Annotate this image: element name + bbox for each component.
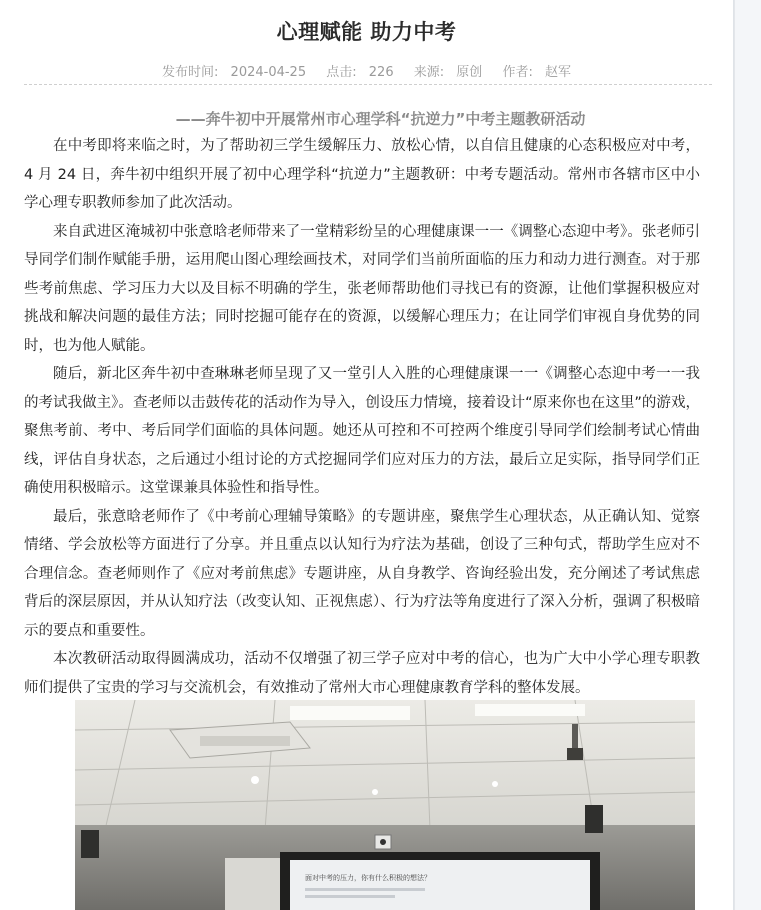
paragraph: 来自武进区淹城初中张意晗老师带来了一堂精彩纷呈的心理健康课一一《调整心态迎中考》。张老师引导同学们制作赋能手册，运用爬山图心理绘画技术，对同学们当前所面临的压力和动力进行测查。对于那些考前焦虑、学习压力大以及目标不明确的学生，张老师帮助他们寻找已有的资源，让他们掌握积极应对挑战和解决问题的最佳方法；同时挖掘可能存在的资源，以缓解心理压力；在让同学们审视自身优势的同时，也为他人赋能。 xyxy=(24,223,700,354)
paragraph: 在中考即将来临之时，为了帮助初三学生缓解压力、放松心情，以自信且健康的心态积极应对中考，4 月 24 日，奔牛初中组织开展了初中心理学科“抗逆力”主题教研：中考专题活动。常州市各辖市区中小学心理专职教师参加了此次活动。 xyxy=(24,138,700,211)
title-divider xyxy=(24,84,712,85)
article-title: 心理赋能 助力中考 xyxy=(276,20,457,44)
source-info: 来源: 原创 xyxy=(413,65,483,80)
paragraph: 随后，新北区奔牛初中查琳琳老师呈现了又一堂引人入胜的心理健康课一一《调整心态迎中考一一我的考试我做主》。查老师以击鼓传花的活动作为导入，创设压力情境，接着设计“原来你也在这里”的游戏，聚焦考前、考中、考后同学们面临的具体问题。她还从可控和不可控两个维度引导同学们绘制考试心情曲线，评估自身状态，之后通过小组讨论的方式挖掘同学们应对压力的方法，最后立足实际，指导同学们正确使用积极暗示。这堂课兼具体验性和指导性。 xyxy=(24,366,700,496)
article-subtitle: ——奔牛初中开展常州市心理学科“抗逆力”中考主题教研活动 xyxy=(175,110,586,128)
paragraph: 本次教研活动取得圆满成功，活动不仅增强了初三学子应对中考的信心，也为广大中小学心理专职教师们提供了宝贵的学习与交流机会，有效推动了常州大市心理健康教育学科的整体发展。 xyxy=(24,651,700,696)
slide-text: 面对中考的压力，你有什么积极的想法？ xyxy=(305,874,431,882)
article-meta xyxy=(0,61,733,80)
author-info: 作者: 赵军 xyxy=(502,65,571,80)
publish-info: 发布时间: 2024-04-25 xyxy=(162,65,307,80)
publish-date: 2024-04-25 xyxy=(230,65,307,80)
paragraph: 最后，张意晗老师作了《中考前心理辅导策略》的专题讲座，聚焦学生心理状态，从正确认知、觉察情绪、学会放松等方面进行了分享。并且重点以认知行为疗法为基础，创设了三种句式，帮助学生应对不合理信念。查老师则作了《应对考前焦虑》专题讲座，从自身教学、咨询经验出发，充分阐述了考试焦虑背后的深层原因，并从认知疗法（改变认知、正视焦虑）、行为疗法等角度进行了深入分析，强调了积极暗示的要点和重要性。 xyxy=(24,508,700,639)
classroom-photo xyxy=(75,700,695,910)
scrollbar-gutter[interactable] xyxy=(734,0,761,910)
article-body xyxy=(24,132,700,702)
click-count: 点击: 226 xyxy=(326,65,394,80)
